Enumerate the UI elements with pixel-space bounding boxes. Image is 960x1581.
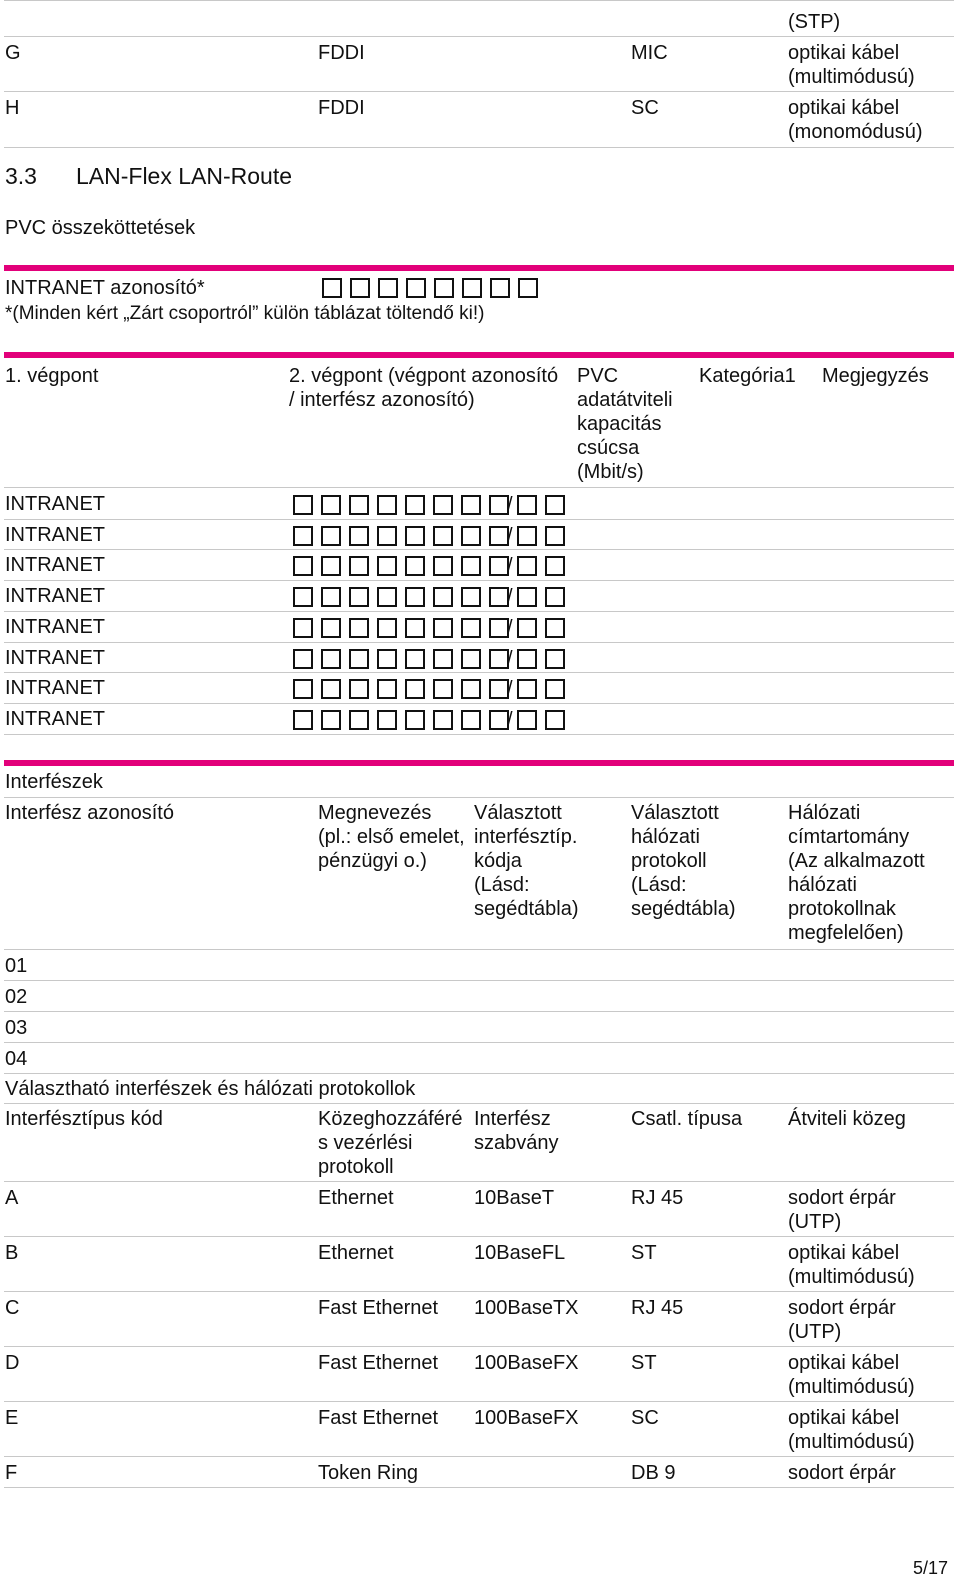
separator-slash: / (507, 678, 513, 700)
sel-header-std: Interfész szabvány (474, 1108, 559, 1154)
separator-slash: / (507, 648, 513, 670)
sel-row-std: 100BaseFX (474, 1407, 579, 1429)
endpoint2-boxes[interactable] (293, 710, 573, 730)
char-box[interactable] (461, 649, 481, 669)
section-title: LAN-Flex LAN-Route (76, 163, 293, 189)
sel-row-conn: ST (631, 1242, 657, 1264)
char-box[interactable] (461, 679, 481, 699)
row-rule (4, 580, 954, 581)
endpoint2-boxes[interactable] (293, 679, 573, 699)
sel-row-conn: RJ 45 (631, 1187, 684, 1209)
char-box[interactable] (517, 556, 537, 576)
endpoint2-boxes[interactable] (293, 495, 573, 515)
if-header-type: Választott interfésztíp. kódja (Lásd: segédtábla) (474, 802, 579, 920)
accent-rule (4, 760, 954, 766)
char-box[interactable] (377, 618, 397, 638)
top-row-0-medium: (STP) (788, 11, 841, 33)
char-box[interactable] (517, 710, 537, 730)
char-box[interactable] (405, 587, 425, 607)
row-rule (4, 1401, 954, 1402)
intranet-id-boxes[interactable] (322, 278, 546, 298)
char-box[interactable] (377, 495, 397, 515)
char-box[interactable] (489, 587, 509, 607)
sel-header-code: Interfésztípus kód (5, 1108, 163, 1130)
char-box[interactable] (433, 556, 453, 576)
char-box[interactable] (489, 649, 509, 669)
char-box[interactable] (490, 278, 510, 298)
row-rule (4, 642, 954, 643)
char-box[interactable] (489, 556, 509, 576)
char-box[interactable] (433, 679, 453, 699)
sel-row-code: E (5, 1407, 19, 1429)
pvc-header-category: Kategória1 (699, 365, 796, 387)
char-box[interactable] (377, 649, 397, 669)
section-number: 3.3 (5, 163, 37, 189)
char-box[interactable] (545, 618, 565, 638)
char-box[interactable] (349, 526, 369, 546)
sel-row-conn: SC (631, 1407, 659, 1429)
row-rule (4, 611, 954, 612)
row-rule (4, 1346, 954, 1347)
sel-row-mac: Fast Ethernet (318, 1407, 439, 1429)
pvc-header-endpoint1: 1. végpont (5, 365, 99, 387)
sel-row-std: 100BaseTX (474, 1297, 579, 1319)
intranet-note: *(Minden kért „Zárt csoportról” külön táblázat töltendő ki!) (5, 303, 485, 324)
sel-row-medium: optikai kábel (multimódusú) (788, 1407, 915, 1453)
separator-slash: / (507, 494, 513, 516)
char-box[interactable] (545, 587, 565, 607)
top-row-1-mac: FDDI (318, 42, 365, 64)
char-box[interactable] (321, 556, 341, 576)
endpoint2-boxes[interactable] (293, 649, 573, 669)
row-rule (4, 519, 954, 520)
char-box[interactable] (461, 587, 481, 607)
top-row-2-medium: optikai kábel (monomódusú) (788, 97, 923, 143)
row-rule (4, 1291, 954, 1292)
if-row-id: 02 (5, 986, 28, 1008)
sel-row-conn: DB 9 (631, 1462, 676, 1484)
pvc-row-endpoint1: INTRANET (5, 647, 105, 669)
if-header-name: Megnevezés (pl.: első emelet, pénzügyi o.) (318, 802, 465, 872)
row-rule (4, 1487, 954, 1488)
char-box[interactable] (517, 587, 537, 607)
row-rule (4, 549, 954, 550)
endpoint2-boxes[interactable] (293, 556, 573, 576)
top-row-2-code: H (5, 97, 20, 119)
accent-rule (4, 352, 954, 358)
char-box[interactable] (377, 679, 397, 699)
char-box[interactable] (545, 710, 565, 730)
sel-row-medium: optikai kábel (multimódusú) (788, 1242, 915, 1288)
char-box[interactable] (293, 556, 313, 576)
char-box[interactable] (434, 278, 454, 298)
separator-slash: / (507, 586, 513, 608)
top-row-2-conn: SC (631, 97, 659, 119)
row-rule (4, 1236, 954, 1237)
pvc-row-endpoint1: INTRANET (5, 616, 105, 638)
top-row-1-code: G (5, 42, 21, 64)
char-box[interactable] (293, 710, 313, 730)
char-box[interactable] (377, 556, 397, 576)
char-box[interactable] (518, 278, 538, 298)
sel-row-code: B (5, 1242, 19, 1264)
separator-slash: / (507, 709, 513, 731)
sel-row-conn: RJ 45 (631, 1297, 684, 1319)
sel-row-mac: Fast Ethernet (318, 1297, 439, 1319)
char-box[interactable] (349, 649, 369, 669)
char-box[interactable] (545, 526, 565, 546)
pvc-row-endpoint1: INTRANET (5, 677, 105, 699)
char-box[interactable] (461, 618, 481, 638)
sel-row-code: D (5, 1352, 20, 1374)
pvc-header-remark: Megjegyzés (822, 365, 929, 387)
if-row-id: 04 (5, 1048, 28, 1070)
char-box[interactable] (377, 587, 397, 607)
char-box[interactable] (321, 587, 341, 607)
sel-header-conn: Csatl. típusa (631, 1108, 743, 1130)
char-box[interactable] (406, 278, 426, 298)
sel-row-mac: Fast Ethernet (318, 1352, 439, 1374)
intranet-id-label: INTRANET azonosító* (5, 277, 205, 299)
char-box[interactable] (405, 556, 425, 576)
char-box[interactable] (349, 710, 369, 730)
top-row-2-mac: FDDI (318, 97, 365, 119)
char-box[interactable] (489, 618, 509, 638)
char-box[interactable] (517, 679, 537, 699)
if-header-id: Interfész azonosító (5, 802, 174, 824)
char-box[interactable] (377, 710, 397, 730)
accent-rule (4, 265, 954, 271)
sel-row-std: 100BaseFX (474, 1352, 579, 1374)
if-row-id: 01 (5, 955, 28, 977)
pvc-row-endpoint1: INTRANET (5, 493, 105, 515)
sel-row-mac: Ethernet (318, 1187, 394, 1209)
selectable-heading: Választható interfészek és hálózati protokollok (5, 1078, 416, 1100)
pvc-row-endpoint1: INTRANET (5, 708, 105, 730)
char-box[interactable] (489, 679, 509, 699)
char-box[interactable] (293, 587, 313, 607)
endpoint2-boxes[interactable] (293, 587, 573, 607)
sel-row-medium: optikai kábel (multimódusú) (788, 1352, 915, 1398)
char-box[interactable] (517, 495, 537, 515)
separator-slash: / (507, 617, 513, 639)
sel-row-code: C (5, 1297, 20, 1319)
pvc-header-endpoint2: 2. végpont (végpont azonosító / interfész azonosító) (289, 365, 559, 411)
char-box[interactable] (293, 495, 313, 515)
char-box[interactable] (517, 649, 537, 669)
char-box[interactable] (321, 618, 341, 638)
char-box[interactable] (293, 649, 313, 669)
sel-header-mac: Közeghozzáféré s vezérlési protokoll (318, 1108, 463, 1178)
sel-row-mac: Ethernet (318, 1242, 394, 1264)
char-box[interactable] (461, 526, 481, 546)
sel-row-mac: Token Ring (318, 1462, 419, 1484)
sel-row-code: F (5, 1462, 18, 1484)
char-box[interactable] (322, 278, 342, 298)
char-box[interactable] (293, 526, 313, 546)
pvc-heading: PVC összeköttetések (5, 217, 196, 239)
interfaces-heading: Interfészek (5, 771, 103, 793)
pvc-row-endpoint1: INTRANET (5, 585, 105, 607)
char-box[interactable] (377, 526, 397, 546)
if-header-protocol: Választott hálózati protokoll (Lásd: segédtábla) (631, 802, 736, 920)
char-box[interactable] (405, 649, 425, 669)
if-header-range: Hálózati címtartomány (Az alkalmazott hálózati protokollnak megfelelően) (788, 802, 925, 944)
char-box[interactable] (545, 556, 565, 576)
char-box[interactable] (293, 618, 313, 638)
char-box[interactable] (321, 526, 341, 546)
char-box[interactable] (405, 526, 425, 546)
endpoint2-boxes[interactable] (293, 618, 573, 638)
pvc-row-endpoint1: INTRANET (5, 554, 105, 576)
char-box[interactable] (517, 618, 537, 638)
char-box[interactable] (321, 495, 341, 515)
char-box[interactable] (461, 710, 481, 730)
char-box[interactable] (433, 495, 453, 515)
row-rule (4, 672, 954, 673)
sel-row-conn: ST (631, 1352, 657, 1374)
row-rule (4, 734, 954, 735)
separator-slash: / (507, 525, 513, 547)
pvc-row-endpoint1: INTRANET (5, 524, 105, 546)
char-box[interactable] (321, 679, 341, 699)
char-box[interactable] (349, 587, 369, 607)
page-number: 5/17 (912, 1558, 948, 1578)
char-box[interactable] (433, 618, 453, 638)
sel-row-std: 10BaseFL (474, 1242, 566, 1264)
char-box[interactable] (517, 526, 537, 546)
sel-row-medium: sodort érpár (UTP) (788, 1297, 896, 1343)
char-box[interactable] (545, 495, 565, 515)
char-box[interactable] (489, 526, 509, 546)
char-box[interactable] (433, 649, 453, 669)
sel-row-std: 10BaseT (474, 1187, 555, 1209)
char-box[interactable] (489, 710, 509, 730)
char-box[interactable] (433, 587, 453, 607)
char-box[interactable] (405, 679, 425, 699)
endpoint2-boxes[interactable] (293, 526, 573, 546)
char-box[interactable] (349, 495, 369, 515)
char-box[interactable] (349, 679, 369, 699)
char-box[interactable] (489, 495, 509, 515)
pvc-header-capacity: PVC adatátviteli kapacitás csúcsa (Mbit/s) (577, 365, 673, 483)
char-box[interactable] (349, 556, 369, 576)
char-box[interactable] (433, 710, 453, 730)
char-box[interactable] (545, 649, 565, 669)
char-box[interactable] (433, 526, 453, 546)
sel-row-code: A (5, 1187, 19, 1209)
sel-row-medium: sodort érpár (UTP) (788, 1187, 896, 1233)
top-row-1-medium: optikai kábel (multimódusú) (788, 42, 915, 88)
char-box[interactable] (378, 278, 398, 298)
char-box[interactable] (545, 679, 565, 699)
char-box[interactable] (461, 495, 481, 515)
char-box[interactable] (405, 710, 425, 730)
separator-slash: / (507, 555, 513, 577)
char-box[interactable] (461, 556, 481, 576)
char-box[interactable] (321, 649, 341, 669)
char-box[interactable] (350, 278, 370, 298)
top-row-1-conn: MIC (631, 42, 668, 64)
sel-header-medium: Átviteli közeg (788, 1108, 906, 1130)
if-row-id: 03 (5, 1017, 28, 1039)
char-box[interactable] (405, 618, 425, 638)
char-box[interactable] (349, 618, 369, 638)
row-rule (4, 703, 954, 704)
char-box[interactable] (405, 495, 425, 515)
char-box[interactable] (462, 278, 482, 298)
char-box[interactable] (293, 679, 313, 699)
char-box[interactable] (321, 710, 341, 730)
row-rule (4, 1456, 954, 1457)
sel-row-medium: sodort érpár (788, 1462, 896, 1484)
